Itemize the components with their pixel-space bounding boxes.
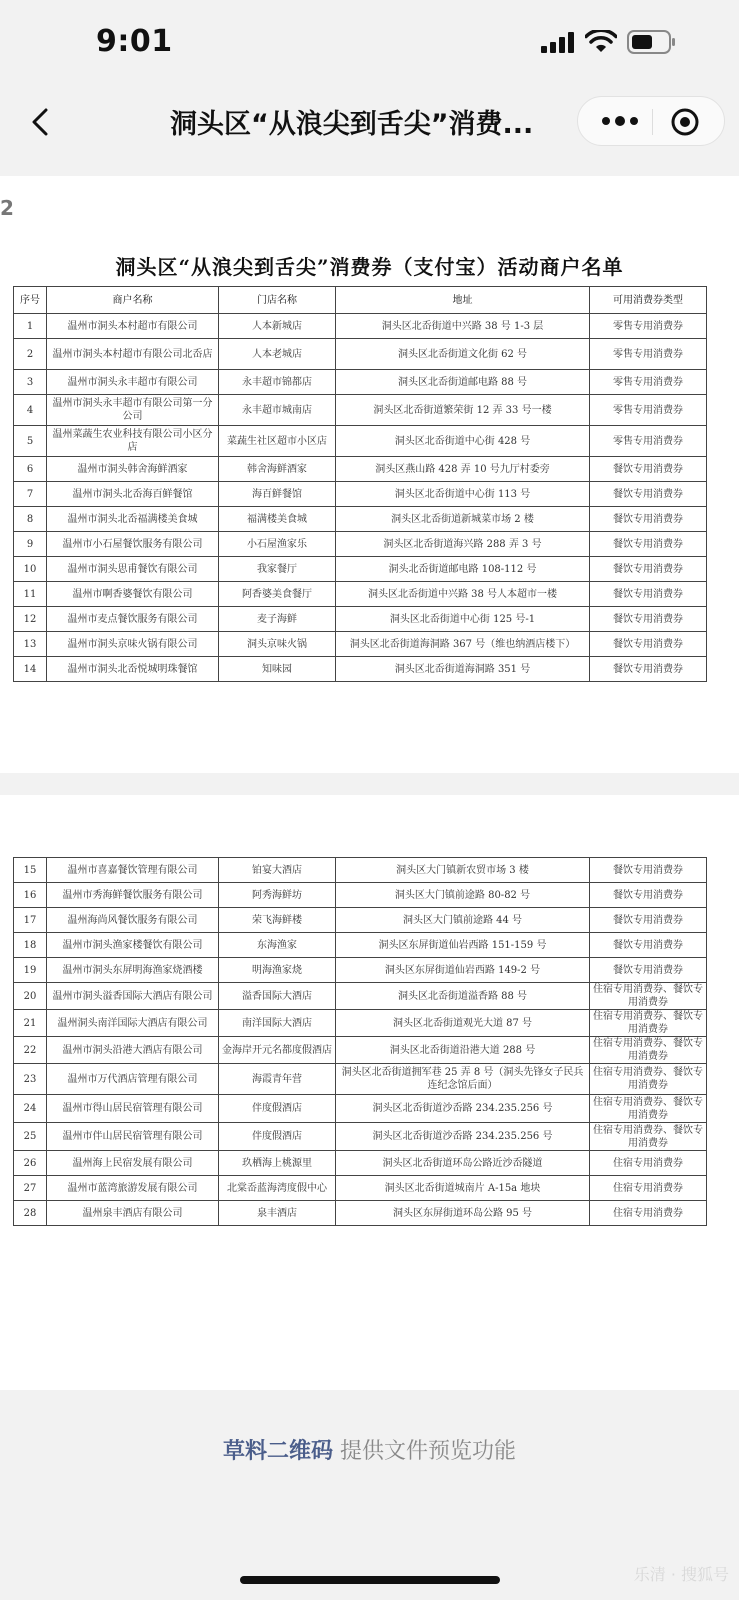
cell-index: 15 (14, 858, 47, 883)
cell-merchant: 温州市洞头韩舍海鲜酒家 (47, 457, 219, 482)
table-row (14, 1064, 707, 1095)
capsule-divider (652, 109, 653, 135)
cell-merchant: 温州市洞头本村超市有限公司 (47, 314, 219, 339)
cell-merchant: 温州市得山居民宿管理有限公司 (47, 1095, 219, 1123)
cell-address: 洞头区大门镇前途路 80-82 号 (336, 883, 590, 908)
header-merchant: 商户名称 (47, 287, 219, 314)
cell-store: 北棠岙蓝海湾度假中心 (219, 1176, 336, 1201)
cell-merchant: 温州市洞头永丰超市有限公司 (47, 370, 219, 395)
cell-address: 洞头区北岙街道城南片 A-15a 地块 (336, 1176, 590, 1201)
cell-merchant: 温州市喜嘉餐饮管理有限公司 (47, 858, 219, 883)
table-row (14, 1037, 707, 1064)
cell-address: 洞头区北岙街道海洞路 351 号 (336, 657, 590, 682)
cell-store: 玖栖海上桃源里 (219, 1151, 336, 1176)
cell-address: 洞头区北岙街道沿港大道 288 号 (336, 1037, 590, 1064)
table-row (14, 557, 707, 582)
cell-coupon-type: 餐饮专用消费券 (590, 457, 707, 482)
cell-index: 14 (14, 657, 47, 682)
cell-coupon-type: 住宿专用消费券、餐饮专用消费券 (590, 1064, 707, 1095)
cell-coupon-type: 住宿专用消费券 (590, 1151, 707, 1176)
battery-icon (627, 30, 677, 54)
page-title: 洞头区“从浪尖到舌尖”消费... (170, 109, 534, 140)
cell-index: 7 (14, 482, 47, 507)
table-row (14, 983, 707, 1010)
table-row (14, 532, 707, 557)
cell-coupon-type: 住宿专用消费券、餐饮专用消费券 (590, 1010, 707, 1037)
cell-index: 18 (14, 933, 47, 958)
cell-address: 洞头区北岙街道拥军巷 25 弄 8 号（洞头先锋女子民兵连纪念馆后面） (336, 1064, 590, 1095)
cell-address: 洞头区北岙街道邮电路 88 号 (336, 370, 590, 395)
cell-merchant: 温州市洞头北岙福满楼美食城 (47, 507, 219, 532)
cell-index: 10 (14, 557, 47, 582)
mini-program-capsule (577, 96, 725, 146)
cell-coupon-type: 住宿专用消费券、餐饮专用消费券 (590, 983, 707, 1010)
cell-index: 24 (14, 1095, 47, 1123)
cell-store: 海百鲜餐馆 (219, 482, 336, 507)
cell-coupon-type: 零售专用消费券 (590, 314, 707, 339)
cell-index: 5 (14, 426, 47, 457)
cell-store: 知味园 (219, 657, 336, 682)
cell-store: 永丰超市锦都店 (219, 370, 336, 395)
cell-coupon-type: 住宿专用消费券、餐饮专用消费券 (590, 1095, 707, 1123)
cell-merchant: 温州市洞头溢香国际大酒店有限公司 (47, 983, 219, 1010)
cell-merchant: 温州海上民宿发展有限公司 (47, 1151, 219, 1176)
cell-address: 洞头区东屏街道环岛公路 95 号 (336, 1201, 590, 1226)
wifi-icon (585, 30, 617, 54)
table-row (14, 1201, 707, 1226)
cell-coupon-type: 餐饮专用消费券 (590, 507, 707, 532)
cell-merchant: 温州市蓝湾旅游发展有限公司 (47, 1176, 219, 1201)
cell-store: 人本老城店 (219, 339, 336, 370)
table-row (14, 858, 707, 883)
cell-merchant: 温州市洞头永丰超市有限公司第一分公司 (47, 395, 219, 426)
cell-store: 南洋国际大酒店 (219, 1010, 336, 1037)
cell-merchant: 温州菜蔬生农业科技有限公司小区分店 (47, 426, 219, 457)
table-row (14, 958, 707, 983)
cell-merchant: 温州市洞头北岙悦城明珠餐馆 (47, 657, 219, 682)
cell-index: 23 (14, 1064, 47, 1095)
cell-coupon-type: 餐饮专用消费券 (590, 908, 707, 933)
cell-address: 洞头区北岙街道观光大道 87 号 (336, 1010, 590, 1037)
signal-icon (541, 31, 575, 53)
back-icon[interactable] (22, 102, 62, 142)
cell-address: 洞头区大门镇前途路 44 号 (336, 908, 590, 933)
cell-index: 1 (14, 314, 47, 339)
cell-address: 洞头区北岙街道沙岙路 234.235.256 号 (336, 1123, 590, 1151)
table-row (14, 1123, 707, 1151)
cell-store: 伴度假酒店 (219, 1123, 336, 1151)
table-body (14, 858, 707, 1226)
cell-store: 韩舍海鲜酒家 (219, 457, 336, 482)
cell-address: 洞头区东屏街道仙岩西路 151-159 号 (336, 933, 590, 958)
table-body (14, 314, 707, 682)
cell-merchant: 温州市洞头思甫餐饮有限公司 (47, 557, 219, 582)
cell-merchant: 温州泉丰酒店有限公司 (47, 1201, 219, 1226)
cell-index: 9 (14, 532, 47, 557)
table-row (14, 657, 707, 682)
cell-index: 11 (14, 582, 47, 607)
cell-address: 洞头区大门镇新农贸市场 3 楼 (336, 858, 590, 883)
table-row (14, 933, 707, 958)
cell-coupon-type: 餐饮专用消费券 (590, 557, 707, 582)
status-icons (541, 30, 677, 54)
table-row (14, 1010, 707, 1037)
cell-index: 13 (14, 632, 47, 657)
cell-store: 溢香国际大酒店 (219, 983, 336, 1010)
cell-coupon-type: 餐饮专用消费券 (590, 632, 707, 657)
cell-coupon-type: 餐饮专用消费券 (590, 858, 707, 883)
header-address: 地址 (336, 287, 590, 314)
cell-index: 17 (14, 908, 47, 933)
table-row (14, 395, 707, 426)
cell-store: 我家餐厅 (219, 557, 336, 582)
cell-address: 洞头区北岙街道环岛公路近沙岙隧道 (336, 1151, 590, 1176)
cell-index: 27 (14, 1176, 47, 1201)
watermark: 乐清 · 搜狐号 (633, 1565, 729, 1584)
cell-address: 洞头区北岙街道新城菜市场 2 楼 (336, 507, 590, 532)
cell-merchant: 温州市洞头北岙海百鲜餐馆 (47, 482, 219, 507)
table-row (14, 883, 707, 908)
merchant-table-1 (13, 286, 707, 682)
cell-store: 阿秀海鲜坊 (219, 883, 336, 908)
cell-coupon-type: 餐饮专用消费券 (590, 958, 707, 983)
cell-coupon-type: 餐饮专用消费券 (590, 883, 707, 908)
cell-address: 洞头区北岙街道中兴路 38 号人本超市一楼 (336, 582, 590, 607)
cell-store: 泉丰酒店 (219, 1201, 336, 1226)
footer-brand-link[interactable]: 草料二维码 (222, 1439, 333, 1464)
cell-coupon-type: 住宿专用消费券、餐饮专用消费券 (590, 1123, 707, 1151)
cell-store: 福满楼美食城 (219, 507, 336, 532)
table-row (14, 314, 707, 339)
cell-address: 洞头区燕山路 428 弄 10 号九厅村委旁 (336, 457, 590, 482)
cell-index: 2 (14, 339, 47, 370)
footer-notice (0, 1434, 739, 1465)
header-store: 门店名称 (219, 287, 336, 314)
cell-coupon-type: 餐饮专用消费券 (590, 482, 707, 507)
document-page-2 (0, 795, 739, 1390)
cell-store: 铂宴大酒店 (219, 858, 336, 883)
nav-bar (0, 88, 739, 178)
document-title: 洞头区“从浪尖到舌尖”消费券（支付宝）活动商户名单 (115, 255, 624, 279)
table-row (14, 426, 707, 457)
cell-address: 洞头区北岙街道文化街 62 号 (336, 339, 590, 370)
cell-store: 金海岸开元名都度假酒店 (219, 1037, 336, 1064)
table-row (14, 1095, 707, 1123)
cell-address: 洞头区北岙街道海兴路 288 弄 3 号 (336, 532, 590, 557)
cell-merchant: 温州市洞头沿港大酒店有限公司 (47, 1037, 219, 1064)
cell-coupon-type: 餐饮专用消费券 (590, 607, 707, 632)
cell-store: 荣飞海鲜楼 (219, 908, 336, 933)
cell-merchant: 温州市麦点餐饮服务有限公司 (47, 607, 219, 632)
home-indicator (240, 1576, 500, 1584)
cell-address: 洞头区北岙街道海洞路 367 号（维也纳酒店楼下） (336, 632, 590, 657)
table-row (14, 457, 707, 482)
cell-address: 洞头区北岙街道中兴路 38 号 1-3 层 (336, 314, 590, 339)
cell-merchant: 温州市小石屋餐饮服务有限公司 (47, 532, 219, 557)
table-row (14, 482, 707, 507)
cell-index: 21 (14, 1010, 47, 1037)
cell-store: 伴度假酒店 (219, 1095, 336, 1123)
cell-index: 16 (14, 883, 47, 908)
status-bar (0, 0, 739, 88)
page-label: 2 (0, 196, 14, 220)
cell-store: 洞头京味火锅 (219, 632, 336, 657)
cell-address: 洞头北岙街道邮电路 108-112 号 (336, 557, 590, 582)
cell-index: 12 (14, 607, 47, 632)
cell-index: 25 (14, 1123, 47, 1151)
cell-index: 19 (14, 958, 47, 983)
cell-store: 麦子海鲜 (219, 607, 336, 632)
cell-store: 人本新城店 (219, 314, 336, 339)
cell-address: 洞头区北岙街道繁荣街 12 弄 33 号一楼 (336, 395, 590, 426)
table-row (14, 582, 707, 607)
header-coupon-type: 可用消费券类型 (590, 287, 707, 314)
document-page-1 (0, 176, 739, 773)
cell-store: 海霞青年营 (219, 1064, 336, 1095)
footer-text: 提供文件预览功能 (333, 1439, 516, 1464)
cell-coupon-type: 餐饮专用消费券 (590, 582, 707, 607)
cell-merchant: 温州市洞头渔家楼餐饮有限公司 (47, 933, 219, 958)
cell-coupon-type: 零售专用消费券 (590, 395, 707, 426)
cell-address: 洞头区北岙街道溢香路 88 号 (336, 983, 590, 1010)
table-header-row (14, 287, 707, 314)
status-time: 9:01 (96, 24, 173, 59)
table-row (14, 339, 707, 370)
cell-coupon-type: 零售专用消费券 (590, 370, 707, 395)
cell-merchant: 温州海尚风餐饮服务有限公司 (47, 908, 219, 933)
cell-coupon-type: 住宿专用消费券 (590, 1201, 707, 1226)
cell-index: 20 (14, 983, 47, 1010)
cell-coupon-type: 餐饮专用消费券 (590, 933, 707, 958)
cell-address: 洞头区北岙街道中心街 428 号 (336, 426, 590, 457)
cell-store: 菜蔬生社区超市小区店 (219, 426, 336, 457)
cell-index: 4 (14, 395, 47, 426)
cell-store: 永丰超市城南店 (219, 395, 336, 426)
cell-merchant: 温州洞头南洋国际大酒店有限公司 (47, 1010, 219, 1037)
cell-store: 东海渔家 (219, 933, 336, 958)
merchant-table-2 (13, 857, 707, 1226)
table-row (14, 507, 707, 532)
table-row (14, 607, 707, 632)
cell-index: 6 (14, 457, 47, 482)
cell-merchant: 温州市洞头京味火锅有限公司 (47, 632, 219, 657)
table-row (14, 908, 707, 933)
cell-address: 洞头区北岙街道中心街 113 号 (336, 482, 590, 507)
cell-index: 22 (14, 1037, 47, 1064)
cell-coupon-type: 住宿专用消费券、餐饮专用消费券 (590, 1037, 707, 1064)
cell-coupon-type: 零售专用消费券 (590, 426, 707, 457)
header-index: 序号 (14, 287, 47, 314)
cell-address: 洞头区北岙街道沙岙路 234.235.256 号 (336, 1095, 590, 1123)
cell-index: 3 (14, 370, 47, 395)
cell-index: 26 (14, 1151, 47, 1176)
cell-coupon-type: 餐饮专用消费券 (590, 532, 707, 557)
cell-coupon-type: 餐饮专用消费券 (590, 657, 707, 682)
cell-index: 28 (14, 1201, 47, 1226)
more-icon[interactable] (598, 109, 642, 133)
table-row (14, 1151, 707, 1176)
cell-store: 小石屋渔家乐 (219, 532, 336, 557)
cell-index: 8 (14, 507, 47, 532)
table-row (14, 632, 707, 657)
table-row (14, 370, 707, 395)
table-row (14, 1176, 707, 1201)
cell-address: 洞头区东屏街道仙岩西路 149-2 号 (336, 958, 590, 983)
cell-coupon-type: 零售专用消费券 (590, 339, 707, 370)
cell-merchant: 温州市秀海鲜餐饮服务有限公司 (47, 883, 219, 908)
cell-merchant: 温州市啊香婆餐饮有限公司 (47, 582, 219, 607)
cell-merchant: 温州市洞头本村超市有限公司北岙店 (47, 339, 219, 370)
close-target-icon[interactable] (670, 107, 700, 137)
cell-coupon-type: 住宿专用消费券 (590, 1176, 707, 1201)
cell-merchant: 温州市伴山居民宿管理有限公司 (47, 1123, 219, 1151)
cell-store: 阿香婆美食餐厅 (219, 582, 336, 607)
cell-store: 明海渔家烧 (219, 958, 336, 983)
cell-address: 洞头区北岙街道中心街 125 号-1 (336, 607, 590, 632)
cell-merchant: 温州市万代酒店管理有限公司 (47, 1064, 219, 1095)
cell-merchant: 温州市洞头东屏明海渔家烧酒楼 (47, 958, 219, 983)
